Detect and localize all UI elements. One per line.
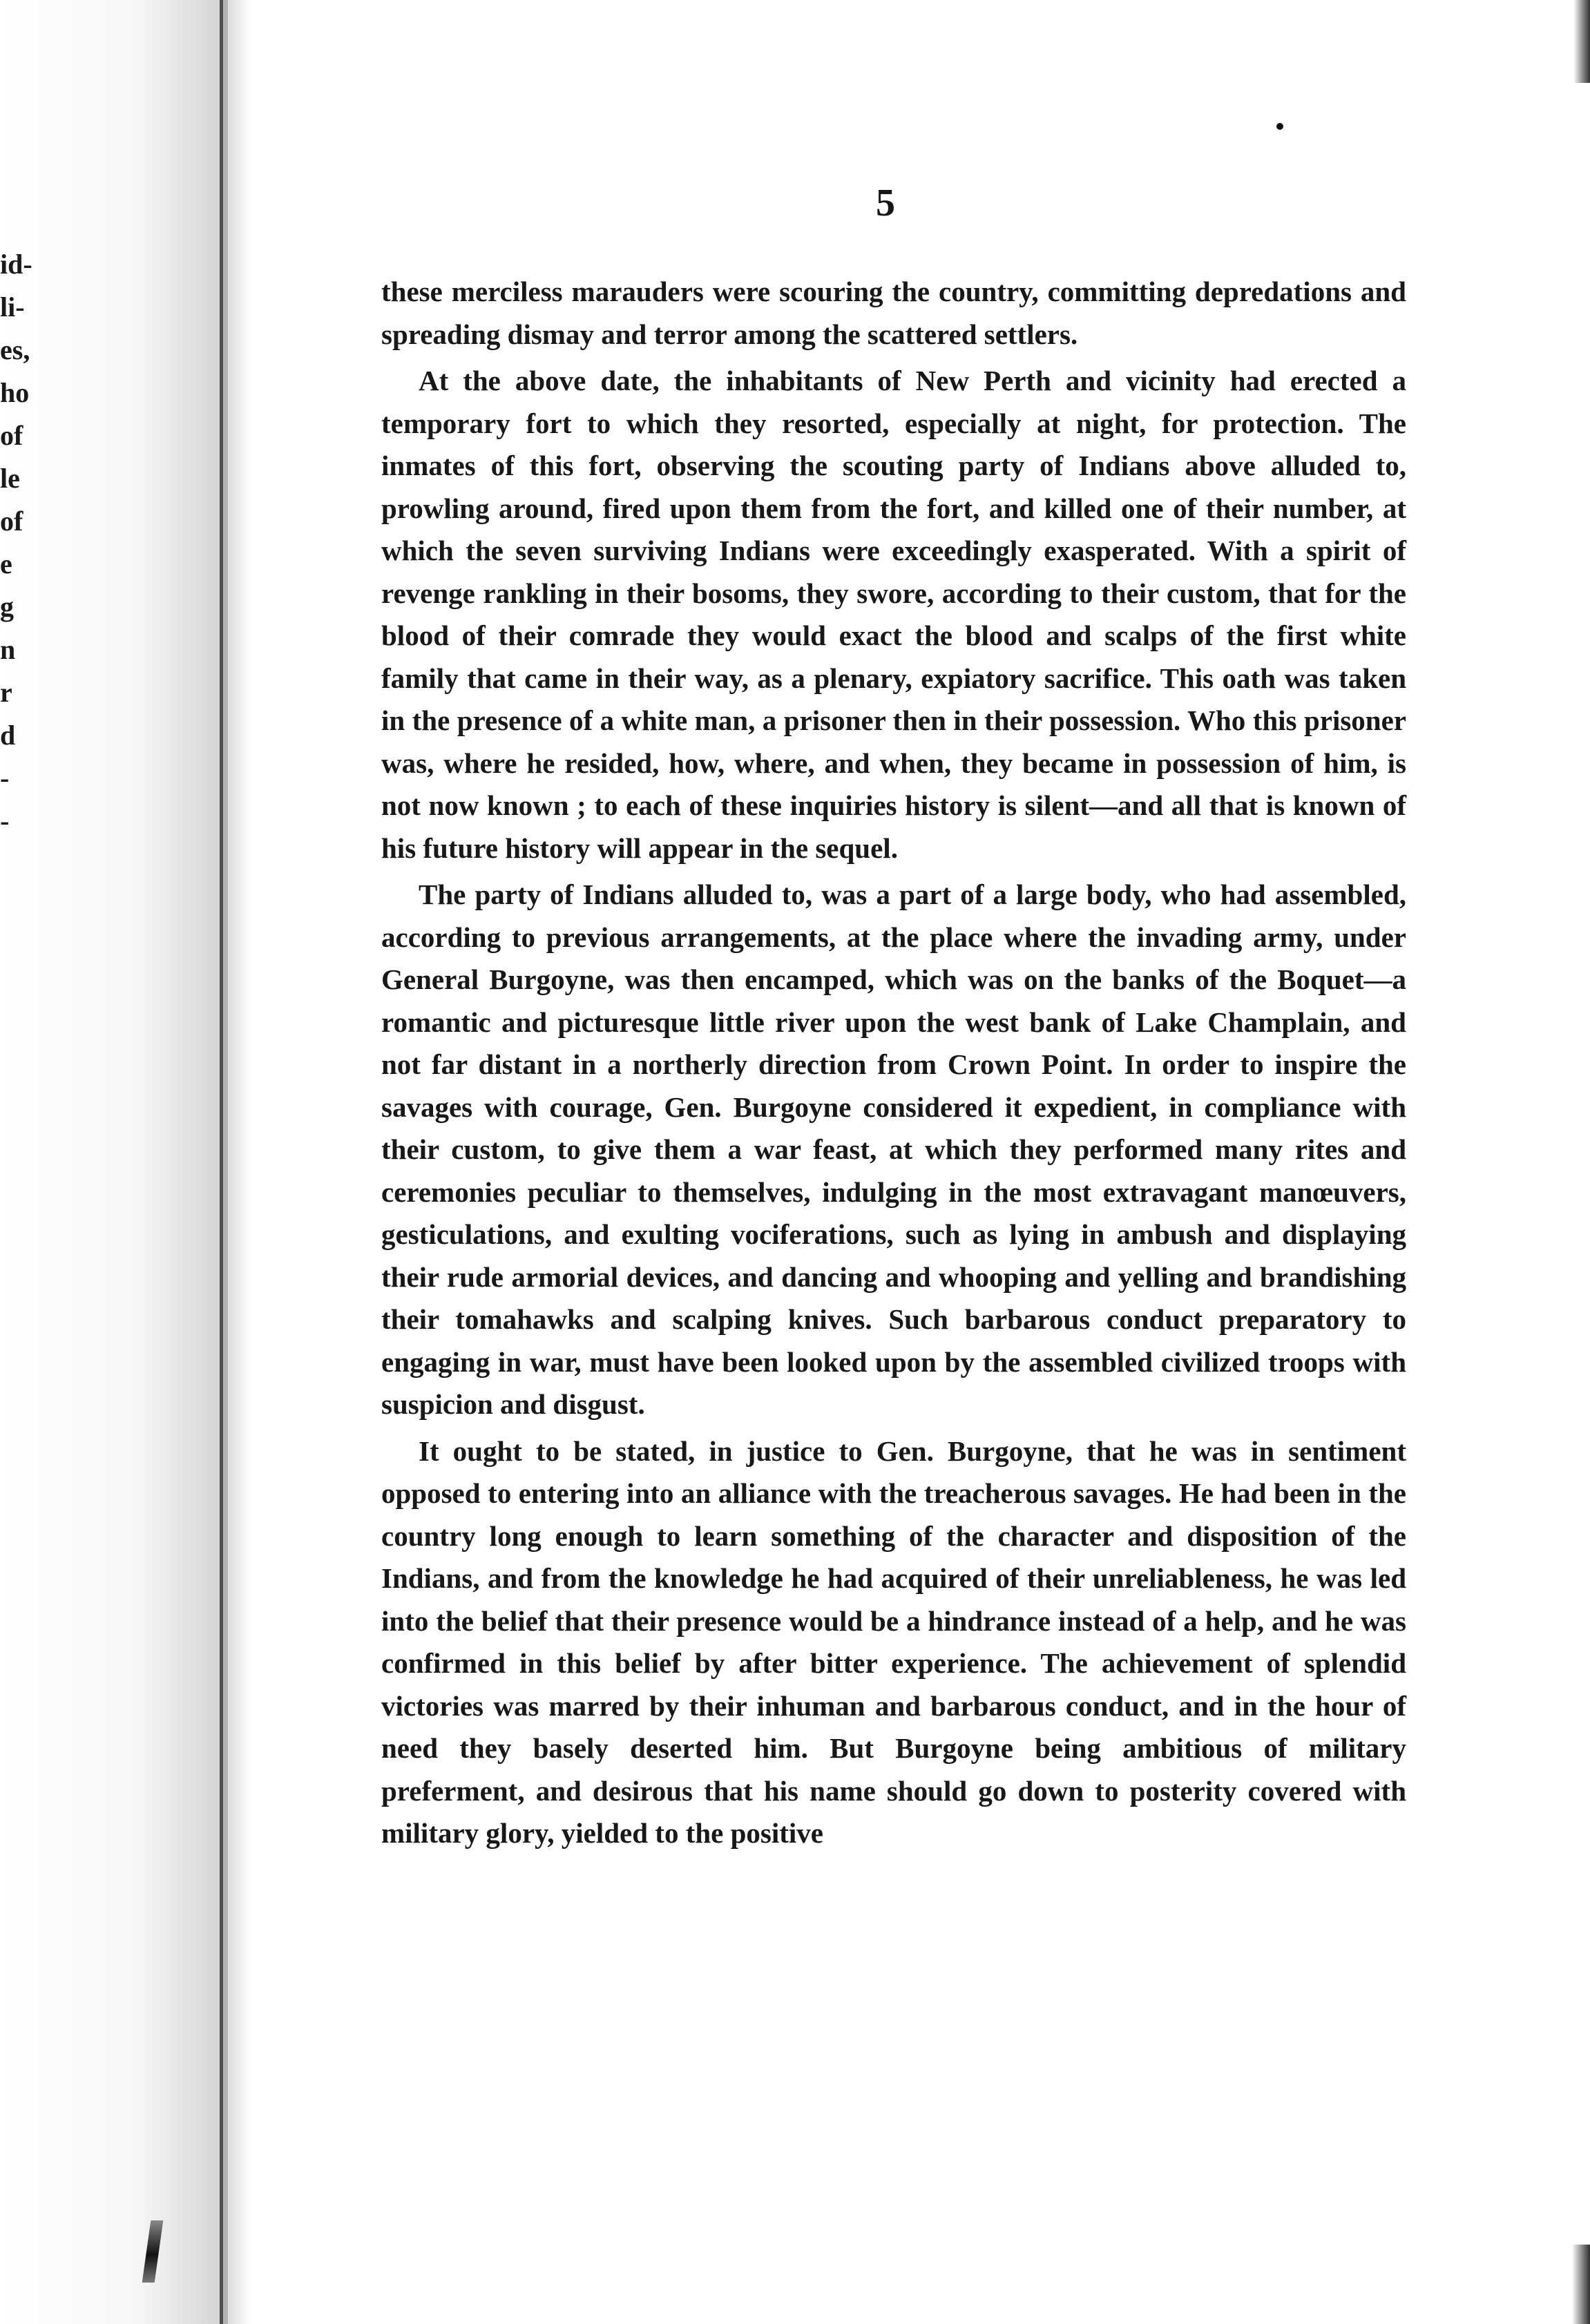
fragment-line: le [0, 463, 20, 494]
fragment-line: r [0, 677, 12, 708]
page-edge-bottom [1572, 2245, 1590, 2324]
fragment-line: of [0, 506, 23, 537]
fragment-line: es, [0, 334, 30, 365]
fragment-line: id- [0, 249, 32, 280]
page-number: 5 [876, 182, 895, 224]
page-body [381, 271, 1406, 1859]
page-shadow [223, 0, 251, 2324]
fragment-line: n [0, 634, 16, 665]
fragment-line: li- [0, 291, 25, 323]
fragment-line: g [0, 591, 14, 622]
fragment-line: of [0, 420, 23, 451]
ink-speck [1276, 123, 1283, 130]
fragment-line: ho [0, 377, 30, 408]
paragraph: The party of Indians alluded to, was a part of a large body, who had assembled, according to previous arrangements, at the place where the invading army, under General Burgoyne, was then encamped, which was on the banks of the Boquet—a romantic and picturesque little river upon the west bank of Lake Champlain, and not far distant in a northerly direction from Crown Point. In order to inspire the savages with courage, Gen. Burgoyne considered it expedient, in compliance with their custom, to give them a war feast, at which they performed many rites and ceremonies peculiar to themselves, indulging in the most extravagant manœuvers, gesticulations, and exulting vociferations, such as lying in ambush and displaying their rude armorial devices, and dancing and whooping and yelling and brandishing their tomahawks and scalping knives. Such barbarous conduct preparatory to engaging in war, must have been looked upon by the assembled civilized troops with suspicion and disgust. [381, 878, 1406, 1420]
page-edge-top [1573, 0, 1590, 83]
fragment-line: - [0, 762, 10, 794]
previous-page-margin-fragments [0, 243, 55, 843]
fragment-line: d [0, 720, 16, 751]
paragraph: these merciless marauders were scouring the country, committing depredations and spreading dismay and terror among the scattered settlers. [381, 276, 1406, 350]
fragment-line: - [0, 805, 10, 836]
paragraph: It ought to be stated, in justice to Gen. Burgoyne, that he was in sentiment opposed to entering into an alliance with the treacherous savages. He had been in the country long enough to learn something of the character and disposition of the Indians, and from the knowledge he had acquired of their unreliableness, he was led into the belief that their presence would be a hindrance instead of a help, and he was confirmed in this belief by after bitter experience. The achievement of splendid victories was marred by their inhuman and barbarous conduct, and in the hour of need they basely deserted him. But Burgoyne being ambitious of military preferment, and desirous that his name should go down to posterity covered with military glory, yielded to the positive [381, 1434, 1406, 1849]
fragment-line: e [0, 548, 12, 579]
paragraph: At the above date, the inhabitants of New Perth and vicinity had erected a temporary fort to which they resorted, especially at night, for protection. The inmates of this fort, observing the scouting party of Indians above alluded to, prowling around, fired upon them from the fort, and killed one of their number, at which the seven surviving Indians were exceedingly exasperated. With a spirit of revenge rankling in their bosoms, they swore, according to their custom, that for the blood of their comrade they would exact the blood and scalps of the first white family that came in their way, as a plenary, expiatory sacrifice. This oath was taken in the presence of a white man, a prisoner then in their possession. Who this prisoner was, where he resided, how, where, and when, they became in possession of him, is not now known ; to each of these inquiries history is silent—and all that is known of his future history will appear in the sequel. [381, 365, 1406, 864]
